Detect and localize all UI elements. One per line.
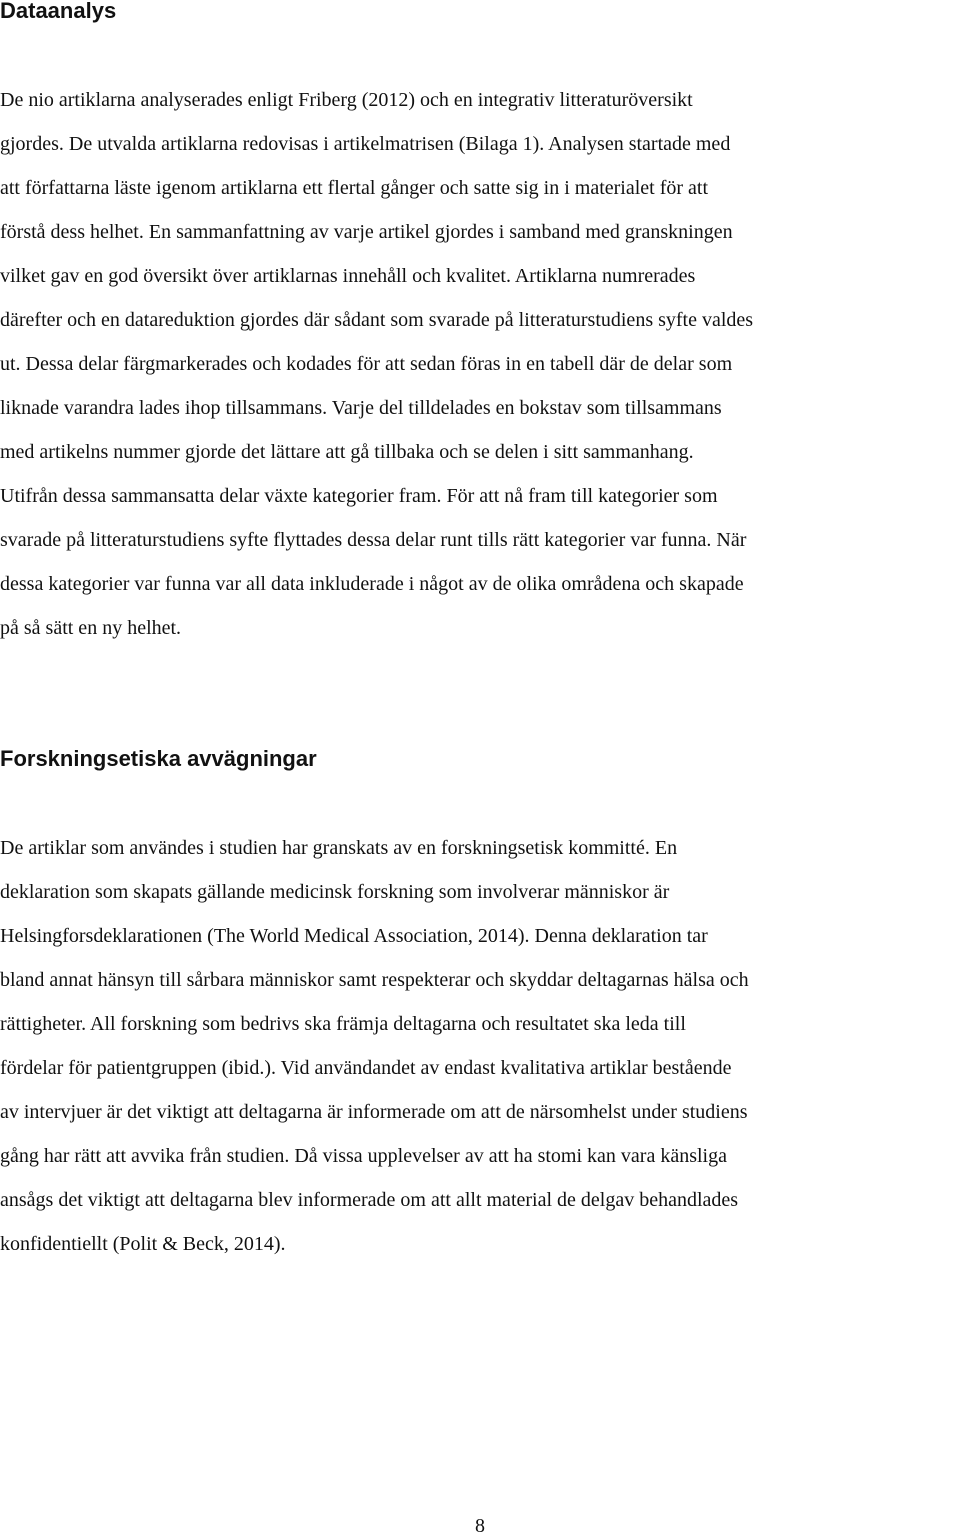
text-line: ansågs det viktigt att deltagarna blev informerade om att allt material de delgav behandlades bbox=[0, 1189, 739, 1211]
text-line: De artiklar som användes i studien har granskats av en forskningsetisk kommitté. En bbox=[0, 837, 678, 859]
section-heading-forskningsetiska-avvagningar: Forskningsetiska avvägningar bbox=[0, 746, 317, 771]
page-number: 8 bbox=[475, 1515, 485, 1537]
text-line: De nio artiklarna analyserades enligt Friberg (2012) och en integrativ litteraturöversikt bbox=[0, 89, 693, 111]
text-line: rättigheter. All forskning som bedrivs ska främja deltagarna och resultatet ska leda till bbox=[0, 1013, 686, 1035]
text-line: gjordes. De utvalda artiklarna redovisas i artikelmatrisen (Bilaga 1). Analysen startade med bbox=[0, 133, 731, 155]
text-line: fördelar för patientgruppen (ibid.). Vid användandet av endast kvalitativa artiklar bestående bbox=[0, 1057, 732, 1079]
text-line: på så sätt en ny helhet. bbox=[0, 617, 182, 639]
section-heading-dataanalys: Dataanalys bbox=[0, 0, 117, 23]
text-line: Helsingforsdeklarationen (The World Medical Association, 2014). Denna deklaration tar bbox=[0, 925, 708, 947]
text-line: konfidentiellt (Polit & Beck, 2014). bbox=[0, 1233, 286, 1255]
text-line: ut. Dessa delar färgmarkerades och kodades för att sedan föras in en tabell där de delar som bbox=[0, 353, 733, 375]
text-line: liknade varandra lades ihop tillsammans. Varje del tilldelades en bokstav som tillsammans bbox=[0, 397, 722, 419]
text-line: svarade på litteraturstudiens syfte flyttades dessa delar runt tills rätt kategorier var funna. När bbox=[0, 529, 747, 551]
text-line: förstå dess helhet. En sammanfattning av varje artikel gjordes i samband med granskningen bbox=[0, 221, 733, 243]
text-line: bland annat hänsyn till sårbara människor samt respekterar och skyddar deltagarnas hälsa och bbox=[0, 969, 749, 991]
paragraph-forskningsetiska-avvagningar bbox=[0, 826, 960, 1266]
text-line: deklaration som skapats gällande medicinsk forskning som involverar människor är bbox=[0, 881, 670, 903]
text-line: därefter och en datareduktion gjordes där sådant som svarade på litteraturstudiens syfte valdes bbox=[0, 309, 754, 331]
text-line: vilket gav en god översikt över artiklarnas innehåll och kvalitet. Artiklarna numrerades bbox=[0, 265, 696, 287]
text-line: att författarna läste igenom artiklarna ett flertal gånger och satte sig in i materialet för att bbox=[0, 177, 709, 199]
paragraph-dataanalys bbox=[0, 78, 960, 650]
text-line: med artikelns nummer gjorde det lättare att gå tillbaka och se delen i sitt sammanhang. bbox=[0, 441, 694, 463]
text-line: dessa kategorier var funna var all data inkluderade i något av de olika områdena och skapade bbox=[0, 573, 744, 595]
text-line: av intervjuer är det viktigt att deltagarna är informerade om att de närsomhelst under studiens bbox=[0, 1101, 748, 1123]
text-line: Utifrån dessa sammansatta delar växte kategorier fram. För att nå fram till kategorier som bbox=[0, 485, 718, 507]
text-line: gång har rätt att avvika från studien. Då vissa upplevelser av att ha stomi kan vara känsliga bbox=[0, 1145, 727, 1167]
